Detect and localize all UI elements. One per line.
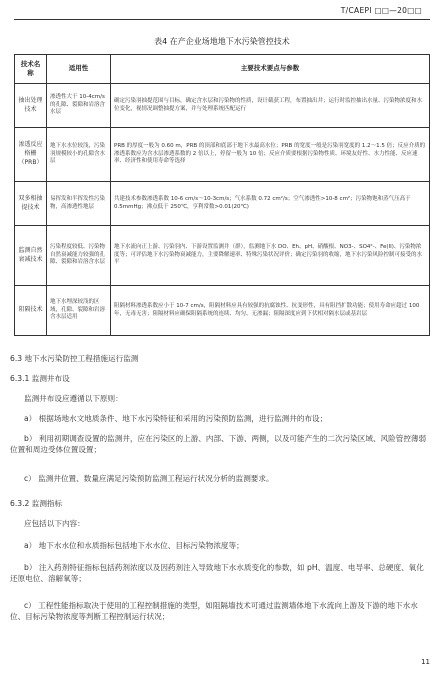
table-row: [15, 286, 430, 336]
section-heading-6-3-2: 6.3.2 监测指标: [10, 499, 63, 508]
tech-name: 抽出处理技术: [15, 84, 47, 128]
tech-name: 双多相抽提技术: [15, 182, 47, 226]
tech-applicability: 地下水水位较浅，污染羽规模较小的孔隙含水层: [47, 128, 111, 182]
col-header-name: 技术名称: [15, 55, 47, 84]
section-heading-6-3-1: 6.3.1 监测井布设: [10, 374, 70, 383]
tech-applicability: 易挥发和半挥发性污染物，高渗透性地层: [47, 182, 111, 226]
paragraph-6-3-1-intro: 监测井布设应遵循以下原则：: [24, 394, 123, 403]
paragraph-6-3-1-c: c） 监测井位置、数量应满足污染预防监测工程运行状况分析的监测要求。: [24, 474, 274, 483]
tech-params: 地下水流向正上游、污染羽内、下游设置监测井（群），监测地下水 DO、Eh、pH、硝酸根、NO3-、SO4²-、Fe(II)、污染物浓度等；可评估地下水污染物衰减能力，主要降解速率、特殊污染状况评价；确定污染羽的收缩，地下水污染风险控制可接受的水平: [111, 226, 430, 286]
header-divider: [14, 19, 430, 20]
table-row: [15, 182, 430, 226]
section-heading-6-3: 6.3 地下水污染防控工程措施运行监测: [10, 354, 139, 363]
table-row: [15, 84, 430, 128]
table-row: [15, 128, 430, 182]
table-row: [15, 226, 430, 286]
paragraph-6-3-2-intro: 应包括以下内容：: [24, 519, 85, 528]
paragraph-6-3-2-c: c） 工程性能指标取决于使用的工程控制措施的类型，如阻隔墙技术可通过监测墙体地下水流向上游及下游的地下水水位、目标污染物浓度等判断工程控制运行状况；: [10, 601, 418, 622]
tech-name: 阻隔技术: [15, 286, 47, 336]
paragraph-6-3-2-a: a） 地下水水位和水质指标包括地下水水位、目标污染物浓度等；: [24, 541, 244, 550]
tech-name: 渗透反应格栅（PRB）: [15, 128, 47, 182]
paragraph-6-3-2-b: b） 注入药剂特征指标包括药剂浓度以及因药剂注入导致地下水水质变化的参数，如 pH、温度、电导率、总硬度、氧化还原电位、溶解氧等；: [10, 563, 424, 584]
table-caption: 表4 在产企业场地地下水污染管控技术: [154, 37, 290, 46]
page-number: 11: [421, 658, 430, 666]
table-header-row: [15, 55, 430, 84]
tech-applicability: 地下水埋深较浅的区域，孔隙、裂隙和岩溶含水层适用: [47, 286, 111, 336]
tech-name: 监测自然衰减技术: [15, 226, 47, 286]
control-technology-table: [14, 54, 430, 336]
tech-applicability: 污染程度较低、污染物自然衰减能力较强的孔隙、裂隙和岩溶含水层: [47, 226, 111, 286]
tech-params: 确定污染羽抽提范围与目标，确定含水层和污染物的性质，设计截获工程，布置抽出井；运行时监控抽出水量、污染物浓度和水位变化，视情况调整抽提方案，并与处理系统匹配运行: [111, 84, 430, 128]
col-header-params: 主要技术要点与参数: [111, 55, 430, 84]
tech-params: PRB 的厚度一般为 0.60 m，PRB 的顶部和底部于地下水最高水位；PRB 的宽度一般是污染羽宽度的 1.2～1.5 倍；反应介质的渗透系数应为含水层渗透系数的 2 倍以上，停留一般为 10 倍；反应介质要根据污染物性质、环境友好性、水力性能、反应速率、经济性和使用寿命等选择: [111, 128, 430, 182]
tech-applicability: 渗透性大于 10-4cm/s的孔隙、裂隙和岩溶含水层: [47, 84, 111, 128]
paragraph-6-3-1-b: b） 利用初期调查设置的监测井，应在污染区的上游、内部、下游、两侧，以及可能产生的二次污染区域、风险管控薄弱位置和周边受体位置设置；: [10, 434, 427, 455]
standard-code: T/CAEPI □□—20□□: [340, 6, 422, 15]
tech-params: 阻隔材料渗透系数应小于 10-7 cm/s，阻隔材料应具有较强的抗腐蚀性、抗变形性，具有阻挡扩散功能；使用寿命应超过 100 年，无毒无害；阻隔材料应确保阻隔系统的连续、均匀、无渗漏；阻隔深度应到下伏相对隔水层或基岩层: [111, 286, 430, 336]
paragraph-6-3-1-a: a） 根据场地水文地质条件、地下水污染特征和采用的污染预防监测，进行监测井的布设；: [24, 414, 328, 423]
col-header-applicability: 适用性: [47, 55, 111, 84]
tech-params: 共建技术参数渗透系数 10-6 cm/s～10-3cm/s；气水系数 0.72 cm²/s；空气渗透性>10-8 cm²；污染物饱和蒸气压高于 0.5mmHg；沸点低于 250℃，亨利常数>0.01(20℃): [111, 182, 430, 226]
